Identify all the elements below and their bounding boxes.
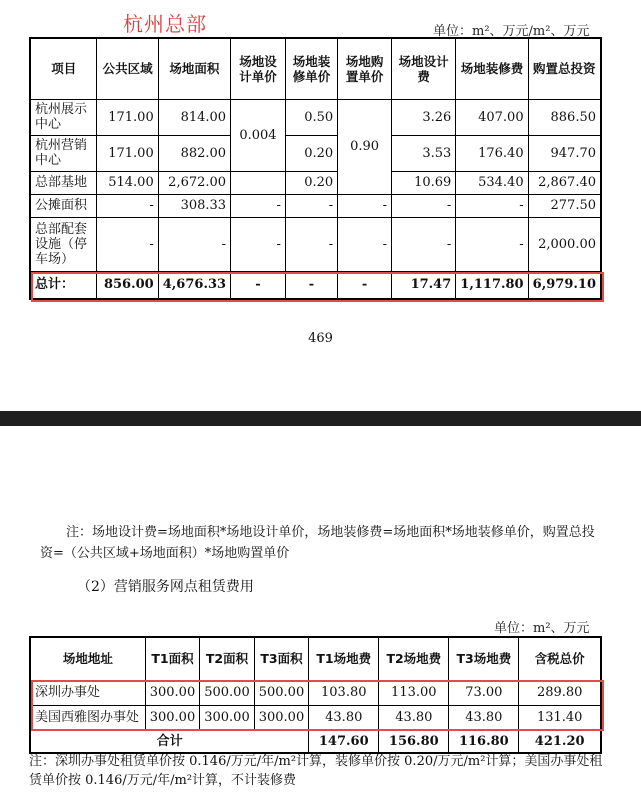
row-purchase-price: -	[338, 194, 392, 217]
header-t3-area: T3面积	[254, 637, 309, 680]
header-public: 公共区域	[97, 38, 158, 99]
table-row	[30, 680, 601, 705]
row-decor-fee: 534.40	[456, 171, 528, 194]
header-total: 购置总投资	[528, 38, 601, 99]
header-t1-fee: T1场地费	[309, 637, 379, 680]
row-t2-area: 300.00	[200, 705, 255, 730]
row-total: 2,000.00	[528, 217, 601, 271]
row-design-fee: 3.53	[392, 135, 456, 171]
table-row	[30, 135, 601, 171]
row-total: 2,867.40	[528, 171, 601, 194]
merged-design-price: 0.004	[231, 99, 286, 171]
row-t2-area: 500.00	[200, 680, 255, 705]
total-label: 合计	[30, 730, 309, 753]
total-total-price: 421.20	[519, 730, 601, 753]
header-item: 项目	[30, 38, 97, 99]
table2-total-row	[30, 730, 601, 753]
row-item: 总部配套设施（停车场）	[30, 217, 97, 271]
table-row	[30, 217, 601, 271]
table1-header-row	[30, 38, 601, 99]
row-public: 514.00	[97, 171, 158, 194]
row-item: 杭州营销中心	[30, 135, 97, 171]
row-total-price: 131.40	[519, 705, 601, 730]
row-t3-area: 300.00	[254, 705, 309, 730]
row-item: 总部基地	[30, 171, 97, 194]
rent-table	[29, 636, 602, 754]
row-t1-area: 300.00	[145, 680, 200, 705]
row-area: -	[158, 217, 230, 271]
total-t2-fee: 156.80	[379, 730, 449, 753]
row-decor-price: -	[285, 194, 337, 217]
row-t1-area: 300.00	[145, 705, 200, 730]
total-public: 856.00	[97, 271, 158, 299]
row-design-fee: 3.26	[392, 99, 456, 135]
row-decor-fee: -	[456, 194, 528, 217]
total-total: 6,979.10	[528, 271, 601, 299]
row-decor-price: 0.20	[285, 171, 337, 194]
page-number: 469	[308, 331, 333, 346]
row-area: 814.00	[158, 99, 230, 135]
table-row	[30, 99, 601, 135]
row-addr: 美国西雅图办事处	[30, 705, 145, 730]
row-design-price: -	[231, 194, 286, 217]
table2-unit: 单位：m²、万元	[494, 621, 590, 636]
row-decor-fee: 176.40	[456, 135, 528, 171]
row-public: -	[97, 217, 158, 271]
row-total-price: 289.80	[519, 680, 601, 705]
total-decor-fee: 1,117.80	[456, 271, 528, 299]
merged-purchase-price: 0.90	[338, 99, 392, 194]
investment-table	[29, 37, 602, 300]
table2-header-row	[30, 637, 601, 680]
annotation-title: 杭州总部	[123, 12, 207, 36]
header-total-price: 含税总价	[519, 637, 601, 680]
row-design-price: -	[231, 217, 286, 271]
section-title: （2）营销服务网点租赁费用	[77, 579, 254, 595]
table1-total-row	[30, 271, 601, 299]
table-row	[30, 194, 601, 217]
row-item: 公摊面积	[30, 194, 97, 217]
row-design-price	[231, 171, 286, 194]
footnote: 注：深圳办事处租赁单价按 0.146/万元/年/m²计算，装修单价按 0.20/万元/m²计算；美国办事处租赁单价按 0.146/万元/年/m²计算，不计装修费	[29, 754, 603, 788]
row-public: -	[97, 194, 158, 217]
row-addr: 深圳办事处	[30, 680, 145, 705]
total-t3-fee: 116.80	[449, 730, 519, 753]
header-design-price: 场地设计单价	[231, 38, 286, 99]
header-t1-area: T1面积	[145, 637, 200, 680]
total-design-fee: 17.47	[392, 271, 456, 299]
table-row	[30, 171, 601, 194]
row-total: 886.50	[528, 99, 601, 135]
row-area: 2,672.00	[158, 171, 230, 194]
header-decor-price: 场地装修单价	[285, 38, 337, 99]
page-divider	[0, 411, 641, 426]
row-t2-fee: 113.00	[379, 680, 449, 705]
row-decor-price: 0.50	[285, 99, 337, 135]
table1-unit: 单位：m²、万元/m²、万元	[433, 24, 590, 39]
row-t1-fee: 43.80	[309, 705, 379, 730]
row-t2-fee: 43.80	[379, 705, 449, 730]
header-t2-fee: T2场地费	[379, 637, 449, 680]
row-decor-price: -	[285, 217, 337, 271]
header-addr: 场地地址	[30, 637, 145, 680]
row-t3-fee: 73.00	[449, 680, 519, 705]
total-area: 4,676.33	[158, 271, 230, 299]
header-decor-fee: 场地装修费	[456, 38, 528, 99]
row-design-fee: -	[392, 217, 456, 271]
header-purchase-price: 场地购置单价	[338, 38, 392, 99]
row-purchase-price: -	[338, 217, 392, 271]
row-decor-price: 0.20	[285, 135, 337, 171]
row-total: 277.50	[528, 194, 601, 217]
row-total: 947.70	[528, 135, 601, 171]
row-design-fee: 10.69	[392, 171, 456, 194]
row-t3-fee: 43.80	[449, 705, 519, 730]
row-public: 171.00	[97, 99, 158, 135]
row-t3-area: 500.00	[254, 680, 309, 705]
row-design-fee: -	[392, 194, 456, 217]
row-area: 308.33	[158, 194, 230, 217]
header-t2-area: T2面积	[200, 637, 255, 680]
header-area: 场地面积	[158, 38, 230, 99]
total-label: 总计：	[30, 271, 97, 299]
row-area: 882.00	[158, 135, 230, 171]
row-item: 杭州展示中心	[30, 99, 97, 135]
header-design-fee: 场地设计费	[392, 38, 456, 99]
total-purchase-price: -	[338, 271, 392, 299]
row-decor-fee: 407.00	[456, 99, 528, 135]
table-row	[30, 705, 601, 730]
total-decor-price: -	[285, 271, 337, 299]
formula-note: 注：场地设计费=场地面积*场地设计单价，场地装修费=场地面积*场地装修单价，购置总投资=（公共区域+场地面积）*场地购置单价	[40, 525, 595, 561]
row-decor-fee: -	[456, 217, 528, 271]
total-design-price: -	[231, 271, 286, 299]
row-t1-fee: 103.80	[309, 680, 379, 705]
header-t3-fee: T3场地费	[449, 637, 519, 680]
total-t1-fee: 147.60	[309, 730, 379, 753]
row-public: 171.00	[97, 135, 158, 171]
